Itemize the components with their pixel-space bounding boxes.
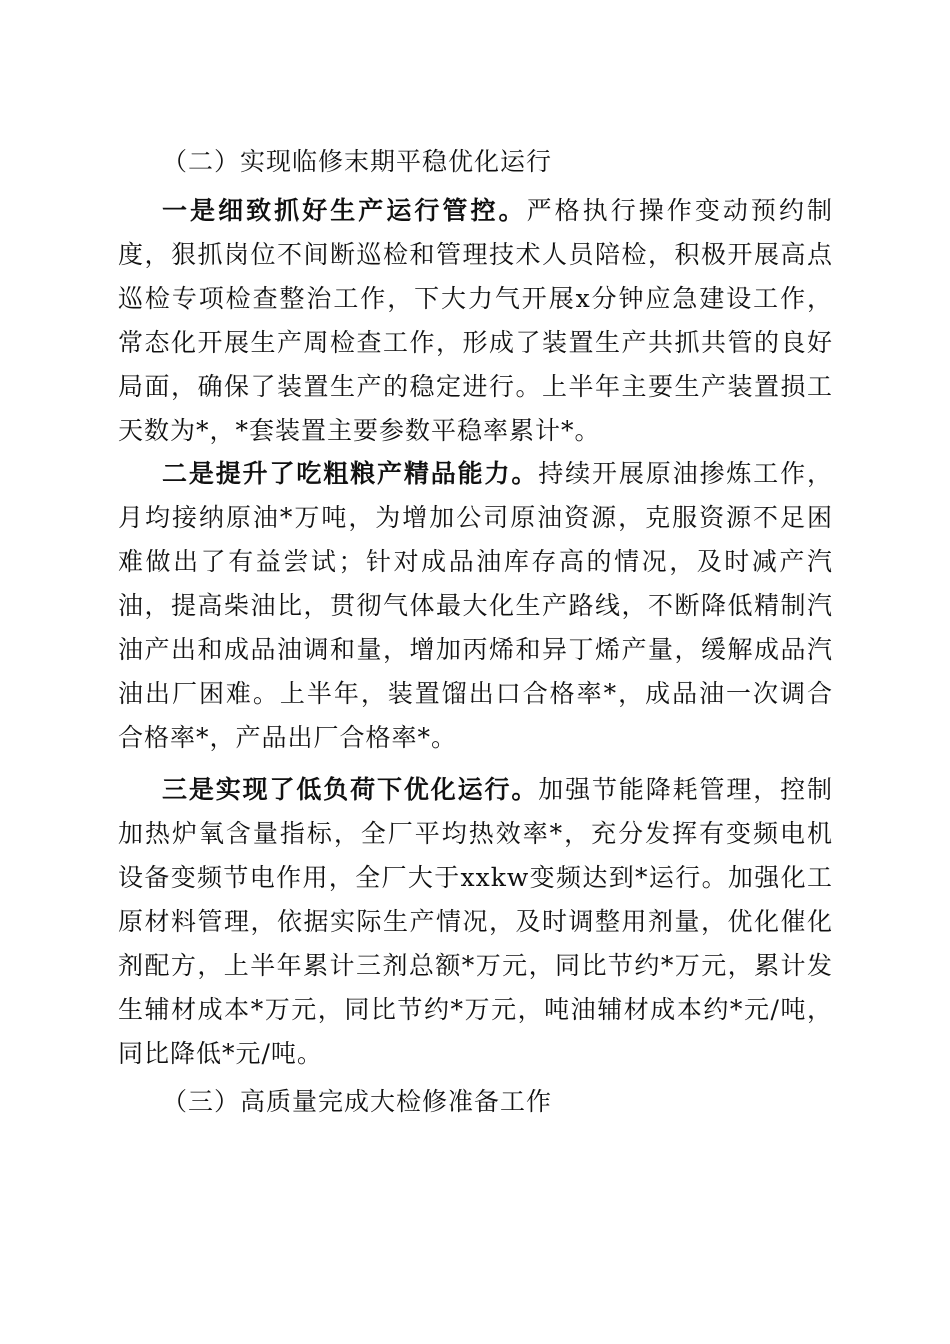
paragraph-lead: 一是细致抓好生产运行管控。 — [162, 196, 527, 225]
paragraph-body: 严格执行操作变动预约制度，狠抓岗位不间断巡检和管理技术人员陪检，积极开展高点巡检专项检查整治工作，下大力气开展x分钟应急建设工作，常态化开展生产周检查工作，形成了装置生产共抓共管的良好局面，确保了装置生产的稳定进行。上半年主要生产装置损工天数为*，*套装置主要参数平稳率累计*。 — [118, 196, 833, 445]
paragraph-3 — [118, 768, 833, 1076]
paragraph-body: 持续开展原油掺炼工作，月均接纳原油*万吨，为增加公司原油资源，克服资源不足困难做出了有益尝试；针对成品油库存高的情况，及时减产汽油，提高柴油比，贯彻气体最大化生产路线，不断降低精制汽油产出和成品油调和量，增加丙烯和异丁烯产量，缓解成品汽油出厂困难。上半年，装置馏出口合格率*，成品油一次调合合格率*，产品出厂合格率*。 — [118, 459, 833, 752]
section-heading-2: （二）实现临修末期平稳优化运行 — [162, 147, 553, 176]
paragraph-body: 加强节能降耗管理，控制加热炉氧含量指标，全厂平均热效率*，充分发挥有变频电机设备变频节电作用，全厂大于xxkw变频达到*运行。加强化工原材料管理，依据实际生产情况，及时调整用剂量，优化催化剂配方，上半年累计三剂总额*万元，同比节约*万元，累计发生辅材成本*万元，同比节约*万元，吨油辅材成本约*元/吨，同比降低*元/吨。 — [118, 775, 833, 1068]
paragraph-1 — [118, 189, 833, 453]
paragraph-lead: 三是实现了低负荷下优化运行。 — [162, 775, 539, 804]
section-heading-3: （三）高质量完成大检修准备工作 — [162, 1087, 553, 1116]
paragraph-lead: 二是提升了吃粗粮产精品能力。 — [162, 459, 539, 488]
paragraph-2 — [118, 452, 833, 760]
